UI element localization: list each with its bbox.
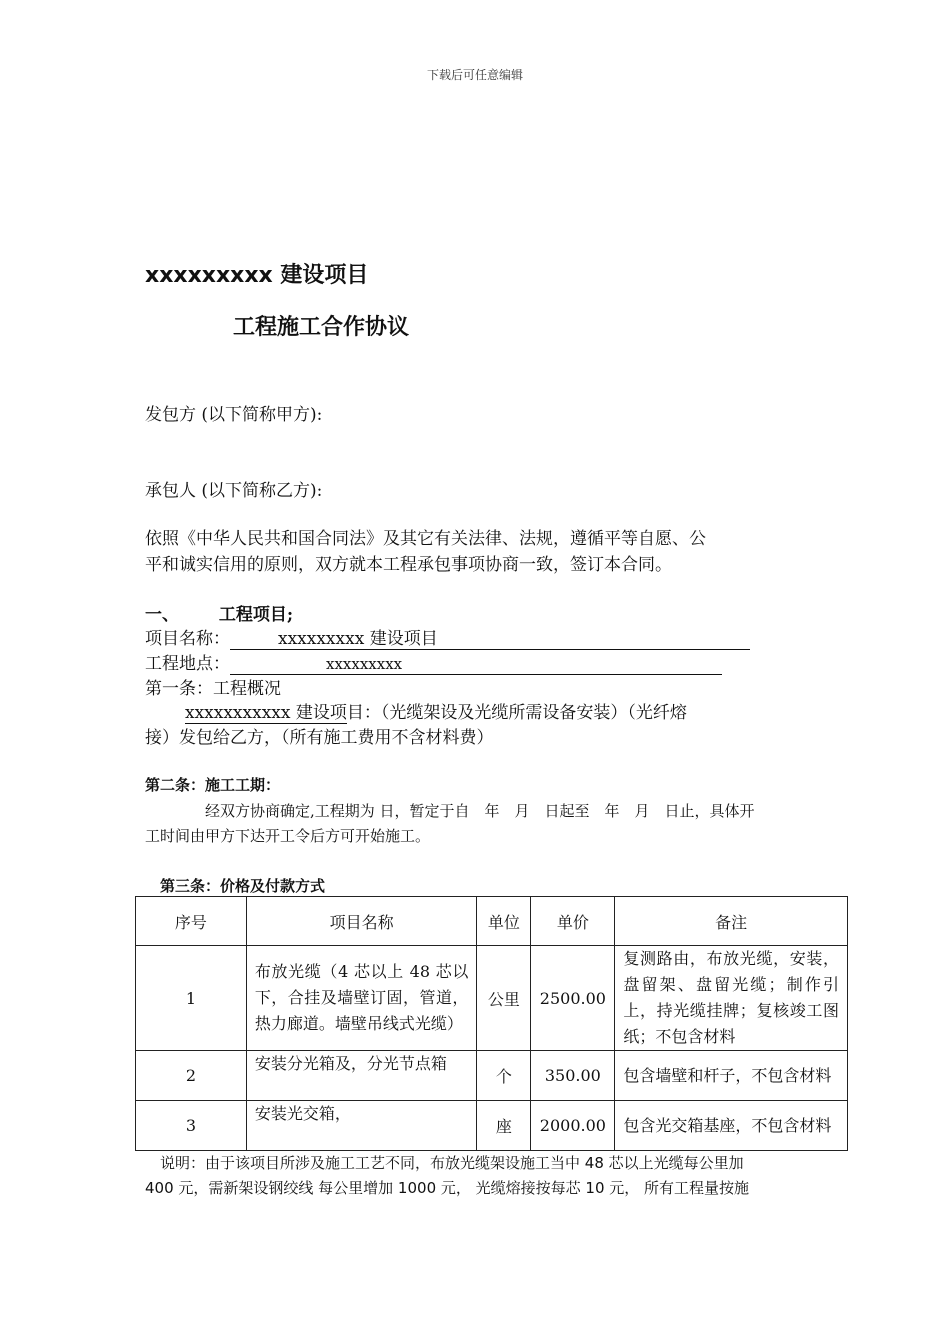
table-row [136,946,848,1051]
project-name-value: xxxxxxxxx 建设项目 [278,629,438,649]
header-remark: 备注 [615,897,848,946]
location-field [230,654,722,675]
location-label: 工程地点： [145,654,230,674]
intro-line-2: 平和诚实信用的原则，双方就本工程承包事项协商一致，签订本合同。 [145,555,672,575]
project-name-row [145,624,750,650]
header-no: 序号 [136,897,247,946]
article-1-line-1-rest: 目：（光缆架设及光缆所需设备安装）（光纤熔 [346,703,687,723]
article-1-line-1 [185,698,687,724]
row-no: 3 [136,1101,247,1151]
row-name: 安装光交箱， [246,1101,477,1151]
party-b-line: 承包人 (以下简称乙方): [145,481,323,501]
row-price: 2500.00 [531,946,615,1051]
row-unit: 公里 [477,946,531,1051]
party-a-line: 发包方 (以下简称甲方): [145,405,323,425]
project-name-field [230,629,750,650]
section-1-heading [145,600,293,625]
row-no: 1 [136,946,247,1051]
article-3-heading: 第三条：价格及付款方式 [160,877,326,895]
row-price: 2000.00 [531,1101,615,1151]
article-1-line-2: 接）发包给乙方，（所有施工费用不含材料费） [145,728,494,748]
price-table [135,896,848,1151]
location-row [145,649,722,675]
table-header-row [136,897,848,946]
note-line-1: 说明：由于该项目所涉及施工工艺不同，布放光缆架设施工当中 48 芯以上光缆每公里加 [160,1154,744,1172]
title-line-2: 工程施工合作协议 [233,315,410,340]
section-1-title: 工程项目; [218,605,294,625]
title-line-1: xxxxxxxxx 建设项目 [145,263,369,288]
header-note: 下载后可任意编辑 [426,68,523,82]
project-name-label: 项目名称： [145,629,230,649]
row-remark: 复测路由，布放光缆，安装，盘留架、盘留光缆；制作引上，持光缆挂牌；复核竣工图纸；不包含材料 [615,946,848,1051]
header-unit: 单位 [477,897,531,946]
note-line-2: 400 元，需新架设钢绞线 每公里增加 1000 元， 光缆熔接按每芯 10 元， 所有工程量按施 [145,1179,750,1197]
article-2-line-1: 经双方协商确定,工程期为 日，暂定于自 年 月 日起至 年 月 日止，具体开 [205,802,755,820]
row-name: 安装分光箱及，分光节点箱 [246,1051,477,1101]
article-2-heading: 第二条：施工工期： [145,776,281,794]
article-2-line-2: 工时间由甲方下达开工令后方可开始施工。 [145,827,431,845]
row-no: 2 [136,1051,247,1101]
row-unit: 个 [477,1051,531,1101]
row-unit: 座 [477,1101,531,1151]
intro-line-1: 依照《中华人民共和国合同法》及其它有关法律、法规，遵循平等自愿、公 [145,529,706,549]
location-value: xxxxxxxxx [326,655,403,673]
article-1-project-ref: xxxxxxxxxxx 建设项 [185,703,347,723]
table-row [136,1101,848,1151]
section-1-number: 一、 [145,605,179,625]
row-remark: 包含墙壁和杆子，不包含材料 [615,1051,848,1101]
row-name: 布放光缆（4 芯以上 48 芯以下，合挂及墙壁订固，管道，热力廊道。墙壁吊线式光缆） [246,946,477,1051]
article-1-heading: 第一条：工程概况 [145,679,281,699]
table-row [136,1051,848,1101]
row-price: 350.00 [531,1051,615,1101]
header-name: 项目名称 [246,897,477,946]
row-remark: 包含光交箱基座，不包含材料 [615,1101,848,1151]
header-price: 单价 [531,897,615,946]
